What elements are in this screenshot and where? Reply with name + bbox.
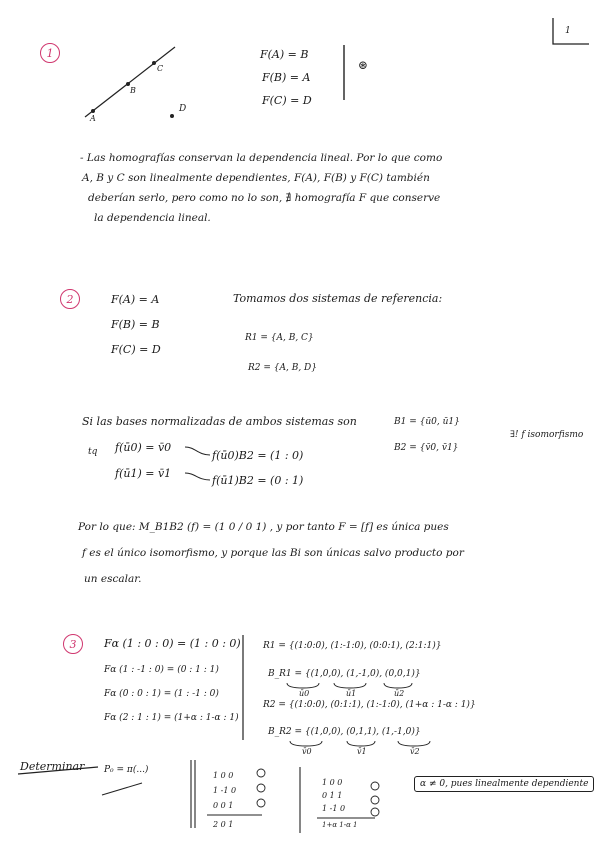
p3-basis-1: B_R1 = {(1,0,0), (1,-1,0), (0,0,1)} — [268, 669, 421, 679]
point-c-dot — [152, 61, 156, 65]
p3-p-label: P₀ = π(...) — [104, 765, 149, 775]
p2-conclusion — [78, 514, 464, 592]
p2-bases-text: Si las bases normalizadas de ambos sistemas son — [82, 415, 357, 428]
p1-image-c: F(C) = D — [262, 94, 312, 107]
p3-under-u1: ū1 — [346, 689, 357, 698]
m2-row-1: 0 1 1 — [322, 791, 343, 800]
point-b-label: B — [130, 86, 136, 95]
corner-bracket — [553, 18, 589, 44]
p2-basis-2: B2 = {v̄0, v̄1} — [394, 443, 459, 453]
point-d-label: D — [179, 104, 187, 114]
page-number: 1 — [565, 26, 571, 36]
p1-line-4: la dependencia lineal. — [94, 212, 211, 224]
p3-under-v0: v̄0 — [302, 747, 312, 756]
collinear-line — [85, 47, 175, 117]
p3-under-v1: v̄1 — [357, 747, 367, 756]
p2-concl-1: Por lo que: M_B1B2 (f) = (1 0 / 0 1) , y por tanto F = [f] es única pues — [78, 521, 449, 533]
point-a-dot — [91, 109, 95, 113]
m2-row-2: 1 -1 0 — [322, 804, 346, 813]
p2-concl-3: un escalar. — [84, 573, 142, 585]
m2-row-0: 1 0 0 — [322, 778, 343, 787]
problem-2-number: 2 — [60, 289, 80, 309]
m1-row-0: 1 0 0 — [213, 771, 234, 780]
p3-image-0: Fα (1 : 0 : 0) = (1 : 0 : 0) — [104, 637, 241, 650]
p2-coord-1: f(ū1)B2 = (0 : 1) — [212, 474, 304, 487]
p3-image-3: Fα (2 : 1 : 1) = (1+α : 1-α : 1) — [104, 713, 239, 723]
point-d-dot — [170, 114, 174, 118]
p3-ref-1: R1 = {(1:0:0), (1:-1:0), (0:0:1), (2:1:1)} — [263, 641, 442, 651]
p1-marker: ⊛ — [358, 58, 369, 72]
p3-ref-2: R2 = {(1:0:0), (0:1:1), (1:-1:0), (1+α : 1-α : 1)} — [263, 700, 476, 710]
m2-row-3: 1+α 1-α 1 — [322, 821, 358, 829]
p1-explanation — [80, 148, 442, 228]
p2-image-c: F(C) = D — [111, 343, 161, 356]
p1-line-2: A, B y C son linealmente dependientes, F(A), F(B) y F(C) también — [82, 172, 430, 184]
p2-concl-2: f es el único isomorfismo, y porque las Bi son únicas salvo producto por — [82, 547, 464, 559]
m1-row-1: 1 -1 0 — [213, 786, 237, 795]
point-c-label: C — [157, 64, 164, 73]
p1-line-1: - Las homografías conservan la dependencia lineal. Por lo que como — [80, 152, 443, 164]
p2-image-a: F(A) = A — [111, 293, 160, 306]
p2-exists: ∃! f isomorfismo — [510, 430, 584, 440]
p3-image-1: Fα (1 : -1 : 0) = (0 : 1 : 1) — [104, 665, 219, 675]
p3-basis-2: B_R2 = {(1,0,0), (0,1,1), (1,-1,0)} — [268, 727, 421, 737]
p2-image-b: F(B) = B — [111, 318, 160, 331]
p2-ref-1: R1 = {A, B, C} — [245, 333, 314, 343]
problem-3-number: 3 — [63, 634, 83, 654]
p3-matrix-1 — [213, 768, 236, 832]
p2-tq: tq — [88, 447, 98, 457]
p2-basis-1: B1 = {ū0, ū1} — [394, 417, 460, 427]
p2-coord-0: f(ū0)B2 = (1 : 0) — [212, 449, 304, 462]
p1-image-b: F(B) = A — [262, 71, 311, 84]
p3-under-v2: v̄2 — [410, 747, 420, 756]
p1-line-3: deberían serlo, pero como no lo son, ∄ homografía F que conserve — [88, 192, 441, 204]
p1-image-a: F(A) = B — [260, 48, 309, 61]
p3-matrix-2 — [322, 776, 358, 832]
point-a-label: A — [90, 114, 96, 123]
p3-struck-word: Determinar — [20, 760, 85, 773]
p3-under-u2: ū2 — [394, 689, 405, 698]
p2-ref-2: R2 = {A, B, D} — [248, 363, 317, 373]
p3-under-u0: ū0 — [299, 689, 310, 698]
p3-image-2: Fα (0 : 0 : 1) = (1 : -1 : 0) — [104, 689, 219, 699]
p3-box-note: α ≠ 0, pues linealmente dependiente — [414, 776, 594, 792]
problem-1-number: 1 — [40, 43, 60, 63]
p2-map-0: f(ū0) = v̄0 — [115, 441, 172, 454]
p2-map-1: f(ū1) = v̄1 — [115, 467, 172, 480]
m1-row-3: 2 0 1 — [213, 820, 234, 829]
m1-row-2: 0 0 1 — [213, 801, 234, 810]
p2-ref-intro: Tomamos dos sistemas de referencia: — [233, 292, 443, 305]
